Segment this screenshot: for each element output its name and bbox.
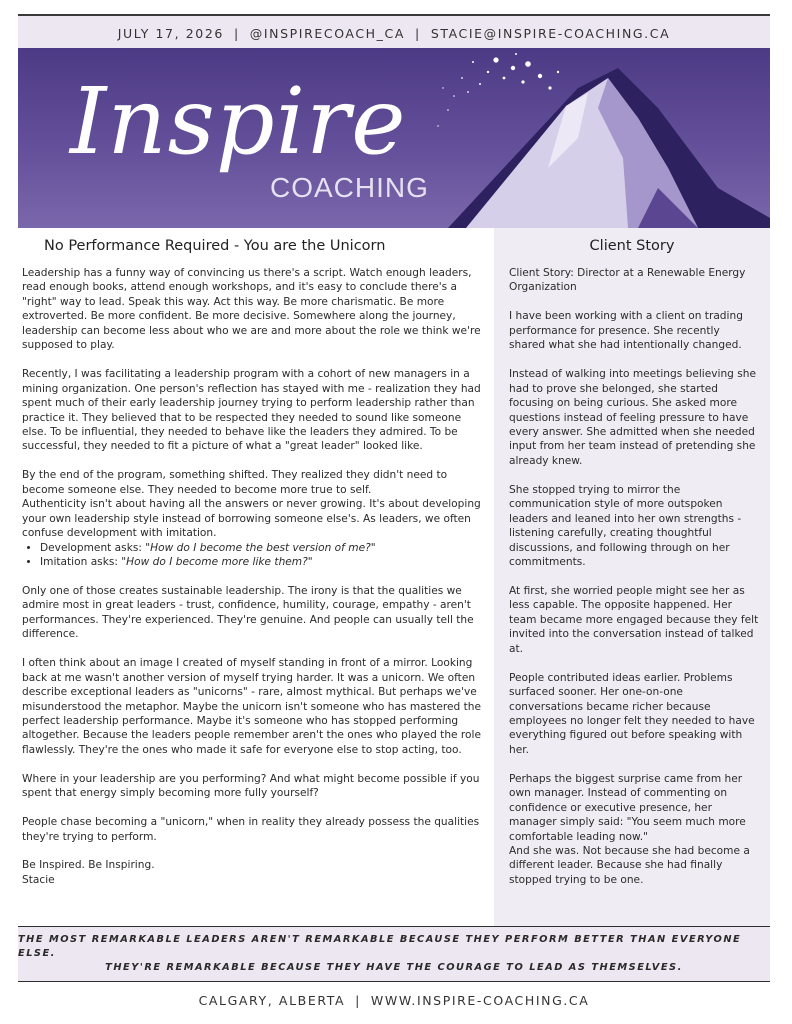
list-item: • Imitation asks: "How do I become more like them?"	[40, 555, 488, 569]
story-paragraph: She stopped trying to mirror the communication style of more outspoken leaders and leaned into her own strengths - listening carefully, creating thoughtful discussions, and following through on her commitments.	[509, 483, 742, 569]
list-item: • Development asks: "How do I become the best version of me?"	[40, 541, 488, 555]
header-bar	[18, 14, 770, 50]
footer-location: CALGARY, ALBERTA	[198, 992, 346, 1008]
article-body	[22, 266, 488, 887]
star-cluster-icon	[437, 53, 559, 127]
quote-line: THE MOST REMARKABLE LEADERS AREN'T REMARKABLE BECAUSE THEY PERFORM BETTER THAN EVERYONE ELSE.	[18, 934, 742, 959]
article-paragraph: By the end of the program, something shifted. They realized they didn't need to become someone else. They needed to become more true to self.	[22, 469, 448, 496]
footer-website-link[interactable]: WWW.INSPIRE-COACHING.CA	[370, 992, 590, 1008]
brand-banner	[18, 48, 770, 228]
comparison-list	[22, 541, 488, 570]
contact-email: STACIE@INSPIRE-COACHING.CA	[430, 25, 671, 41]
story-paragraph: At first, she worried people might see her as less capable. The opposite happened. Her team became more engaged because they felt invited into the conversation instead of talked at.	[509, 584, 759, 655]
article-paragraph: Authenticity isn't about having all the answers or never growing. It's about developing your own leadership style instead of borrowing someone else's. As leaders, we often confuse development with imitation.	[22, 498, 481, 540]
article-paragraph: I often think about an image I created of myself standing in front of a mirror. Looking back at me wasn't another version of myself trying harder. It was a unicorn. We often describe exceptional leaders as "unicorns" - rare, almost mythical. But perhaps we've misunderstood the metaphor. Maybe the unicorn isn't someone who has mastered the perfect leadership performance. Maybe it's someone who has stopped performing altogether. Because the leaders people remember aren't the ones who played the role flawlessly. They're the ones who made it safe for everyone else to stop acting, too.	[22, 657, 481, 756]
article-title: No Performance Required - You are the Unicorn	[44, 238, 386, 254]
sidebar-body	[509, 266, 759, 887]
pull-quote	[18, 926, 770, 982]
story-paragraph: People contributed ideas earlier. Problems surfaced sooner. Her one-on-one conversations became richer because employees no longer felt they needed to have everything figured out before speaking with her.	[509, 671, 755, 756]
issue-date: JULY 17, 2026	[117, 25, 224, 41]
brand-script-logo: Inspire	[70, 68, 407, 175]
article-paragraph: Where in your leadership are you performing? And what might become possible if you spent that energy simply becoming more fully yourself?	[22, 772, 480, 800]
quote-line: THEY'RE REMARKABLE BECAUSE THEY HAVE THE COURAGE TO LEAD AS THEMSELVES.	[105, 962, 683, 973]
social-handle: @INSPIRECOACH_CA	[249, 25, 405, 41]
footer-bar	[18, 986, 770, 1014]
article-paragraph: Only one of those creates sustainable leadership. The irony is that the qualities we admire most in great leaders - trust, confidence, humility, courage, empathy - aren't performances. They're experienced. They're genuine. And people can usually tell the difference.	[22, 584, 474, 641]
signoff-name: Stacie	[22, 873, 55, 886]
article-paragraph: Leadership has a funny way of convincing us there's a script. Watch enough leaders, read enough books, attend enough workshops, and it's easy to conclude there's a "right" way to lead. Speak this way. Act this way. Be more charismatic. Be more extroverted. Be more confident. Be more decisive. Somewhere along the journey, leadership can become less about who we are and more about the role we think we're supposed to play.	[22, 267, 481, 352]
story-paragraph: Client Story: Director at a Renewable Energy Organization	[509, 267, 746, 294]
header-separator: |	[415, 25, 421, 41]
story-paragraph: I have been working with a client on trading performance for presence. She recently shared what she had intentionally changed.	[509, 310, 743, 352]
article-paragraph: People chase becoming a "unicorn," when in reality they already possess the qualities they're trying to perform.	[22, 816, 480, 843]
article-paragraph: Recently, I was facilitating a leadership program with a cohort of new managers in a mining organization. One person's reflection has stayed with me - realization they had spent much of their early leadership journey trying to perform leadership rather than practice it. They believed that to be respected they needed to sound like someone else. To be influential, they needed to behave like the leaders they admired. To be successful, they needed to fit a picture of what a "great leader" looked like.	[22, 368, 481, 453]
story-paragraph: Instead of walking into meetings believing she had to prove she belonged, she started focusing on being curious. She asked more questions instead of feeling pressure to have every answer. She admitted when she needed input from her team instead of pretending she already knew.	[509, 368, 757, 467]
footer-separator: |	[355, 992, 361, 1008]
brand-subtitle: COACHING	[270, 172, 429, 203]
header-separator: |	[233, 25, 240, 41]
main-article	[18, 228, 495, 926]
sidebar-title: Client Story	[589, 238, 675, 254]
client-story-sidebar	[494, 228, 770, 926]
story-paragraph: Perhaps the biggest surprise came from her own manager. Instead of commenting on confidence or executive presence, her manager simply said: "You seem much more comfortable leading now."	[509, 772, 746, 843]
story-paragraph: And she was. Not because she had become a different leader. Because she had finally stopped trying to be one.	[509, 845, 750, 886]
signoff-line: Be Inspired. Be Inspiring.	[22, 859, 155, 872]
